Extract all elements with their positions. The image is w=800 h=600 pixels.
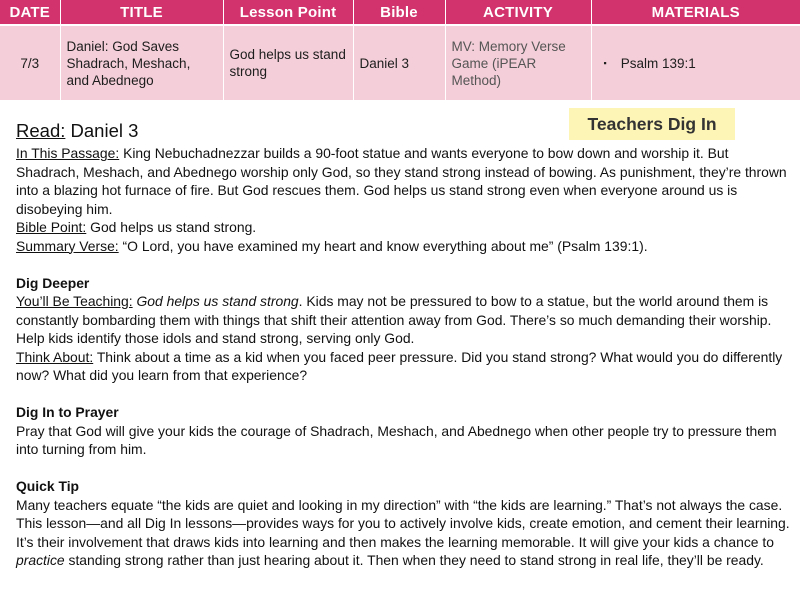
- quick-tip-heading: Quick Tip: [16, 478, 80, 494]
- quick-tip-emphasis: practice: [16, 552, 65, 568]
- summary-verse-label: Summary Verse:: [16, 237, 119, 254]
- header-materials: MATERIALS: [591, 0, 800, 25]
- cell-materials: [591, 25, 800, 100]
- table-row: [0, 25, 800, 100]
- passage-label: In This Passage:: [16, 145, 120, 161]
- lesson-content: [16, 118, 792, 570]
- prayer-heading: Dig In to Prayer: [16, 404, 119, 420]
- read-label: Read:: [16, 120, 66, 141]
- teaching-label: You’ll Be Teaching:: [16, 293, 133, 309]
- lesson-schedule-table: [0, 0, 800, 100]
- summary-verse-text: “O Lord, you have examined my heart and know everything about me” (Psalm 139:1).: [118, 237, 648, 254]
- cell-activity: MV: Memory Verse Game (iPEAR Method): [445, 25, 591, 100]
- bullet-icon: ▪: [603, 57, 607, 68]
- read-line: [16, 118, 792, 144]
- cell-date: 7/3: [0, 25, 60, 100]
- header-date: DATE: [0, 0, 60, 25]
- bible-point-text: God helps us stand strong.: [86, 219, 257, 235]
- think-about-text: Think about a time as a kid when you faced peer pressure. Did you stand strong? What would you do differently now? What did you learn from that experience?: [16, 348, 783, 383]
- teaching-point: God helps us stand strong: [132, 293, 299, 309]
- read-reference: Daniel 3: [65, 120, 139, 141]
- bible-point-line: [16, 218, 792, 237]
- summary-verse-line: [16, 237, 792, 256]
- cell-title: Daniel: God Saves Shadrach, Meshach, and Abednego: [60, 25, 223, 100]
- teachers-dig-in-badge: Teachers Dig In: [569, 108, 735, 140]
- cell-bible: Daniel 3: [353, 25, 445, 100]
- header-activity: ACTIVITY: [445, 0, 591, 25]
- teaching-paragraph: [16, 292, 792, 348]
- quick-tip-text: Many teachers equate “the kids are quiet and looking in my direction” with “the kids are learning.” That’s not always the case. This lesson—and all Dig In lessons—provides ways for you to actively involve kids, create emotion, and cement their learning. It’s their involvement that draws kids into learning and then makes the learning memorable. It will give your kids a chance to: [16, 496, 790, 550]
- dig-deeper-heading: Dig Deeper: [16, 274, 90, 291]
- passage-paragraph: [16, 144, 792, 218]
- quick-tip-paragraph: [16, 496, 792, 570]
- prayer-text: Pray that God will give your kids the courage of Shadrach, Meshach, and Abednego when other people try to pressure them into turning from him.: [16, 422, 777, 457]
- cell-lesson-point: God helps us stand strong: [223, 25, 353, 100]
- teaching-text: . Kids may not be pressured to bow to a statue, but the world around them is constantly bombarding them with things that shift their attention away from God. There’s so much demanding their worship. Help kids identify those idols and stand strong, serving only God.: [16, 293, 772, 346]
- think-about-label: Think About:: [16, 348, 94, 365]
- header-bible: Bible: [353, 0, 445, 25]
- quick-tip-text-end: standing strong rather than just hearing about it. Then when they need to stand strong in real life, they’ll be ready.: [64, 552, 764, 568]
- table-header-row: [0, 0, 800, 25]
- passage-text: King Nebuchadnezzar builds a 90-foot statue and wants everyone to bow down and worship it. But Shadrach, Meshach, and Abednego worship only God, so they stand strong instead of bowing. As punishment, they’re thrown into a blazing hot furnace of fire. But God rescues them. God helps us stand strong even when everyone around us is disobeying him.: [16, 145, 787, 217]
- materials-text: Psalm 139:1: [620, 55, 696, 71]
- header-lesson-point: Lesson Point: [223, 0, 353, 25]
- bible-point-label: Bible Point:: [16, 219, 87, 235]
- header-title: TITLE: [60, 0, 223, 25]
- think-about-paragraph: [16, 348, 792, 385]
